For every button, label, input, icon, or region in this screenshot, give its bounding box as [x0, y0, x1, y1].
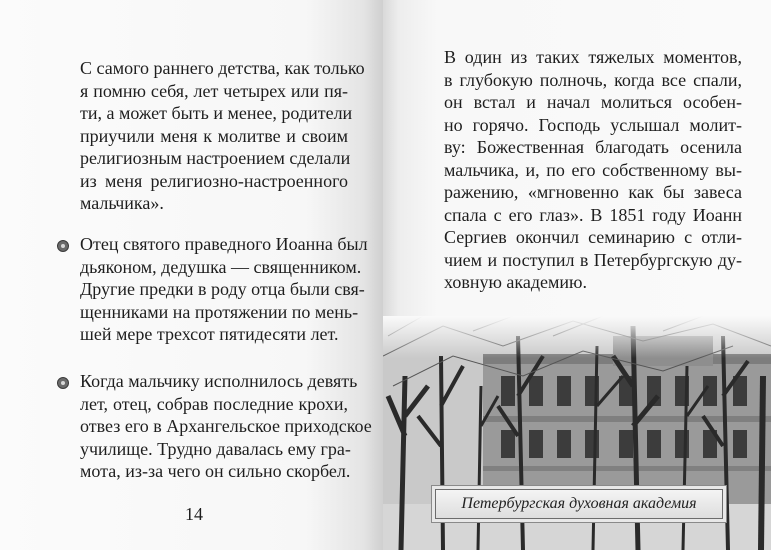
text-line: ражению, «мгновенно как бы завеса	[444, 182, 742, 202]
text-line: ти, а может быть и менее, родители	[80, 103, 353, 123]
text-line: чием и поступил в Петербургскую ду-	[444, 249, 742, 270]
text-line: из меня религиозно-настроенного	[80, 170, 348, 191]
text-line: спала с его глаз». В 1851 году Иоанн	[444, 204, 742, 225]
text-line: В один из таких тяжелых моментов,	[444, 47, 742, 67]
text-line: но горячо. Господь услышал молит-	[444, 114, 742, 135]
text-line: мальчика».	[80, 193, 164, 213]
academy-photo	[383, 316, 771, 550]
text-line: ву: Божественная благодать осенила	[444, 137, 742, 157]
right-page	[383, 0, 771, 550]
bullet-ornament-icon	[57, 377, 69, 389]
text-line: приучили меня к молитве и своим	[80, 125, 348, 146]
text-line: С самого раннего детства, как только	[80, 58, 365, 78]
text-line: Другие предки в роду отца были свя-	[80, 279, 365, 299]
page-number: 14	[185, 504, 203, 524]
text-line: в глубокую полночь, когда все спали,	[444, 69, 742, 90]
text-line: училище. Трудно давалась ему гра-	[80, 438, 351, 459]
paragraph-school	[80, 370, 372, 483]
text-line: лет, отец, собрав последние крохи,	[80, 393, 348, 414]
text-line: он встал и начал молиться особен-	[444, 92, 742, 112]
text-line: мальчика, и, по его собственному вы-	[444, 159, 742, 180]
photo-caption-frame	[435, 489, 723, 519]
text-line: Когда мальчику исполнилось девять	[80, 371, 358, 391]
text-line: мота, из-за чего он сильно скорбел.	[80, 461, 351, 481]
paragraph-prayer	[444, 46, 742, 294]
text-line: я помню себя, лет четырех или пя-	[80, 80, 348, 101]
text-line: ховную академию.	[444, 272, 587, 292]
bullet-ornament-icon	[57, 240, 69, 252]
text-line: отвез его в Архангельское приходское	[80, 416, 372, 436]
paragraph-father	[80, 233, 368, 346]
text-line: щенниками на протяжении по мень-	[80, 301, 359, 322]
text-line: религиозным настроением сделали	[80, 148, 351, 168]
paragraph-childhood	[80, 57, 365, 215]
text-line: шей мере трехсот пятидесяти лет.	[80, 324, 339, 344]
left-page	[0, 0, 383, 550]
text-line: Отец святого праведного Иоанна был	[80, 234, 368, 254]
text-line: Сергиев окончил семинарию с отли-	[444, 227, 742, 247]
photo-caption: Петербургская духовная академия	[461, 495, 697, 512]
text-line: дьяконом, дедушка — священником.	[80, 256, 362, 277]
